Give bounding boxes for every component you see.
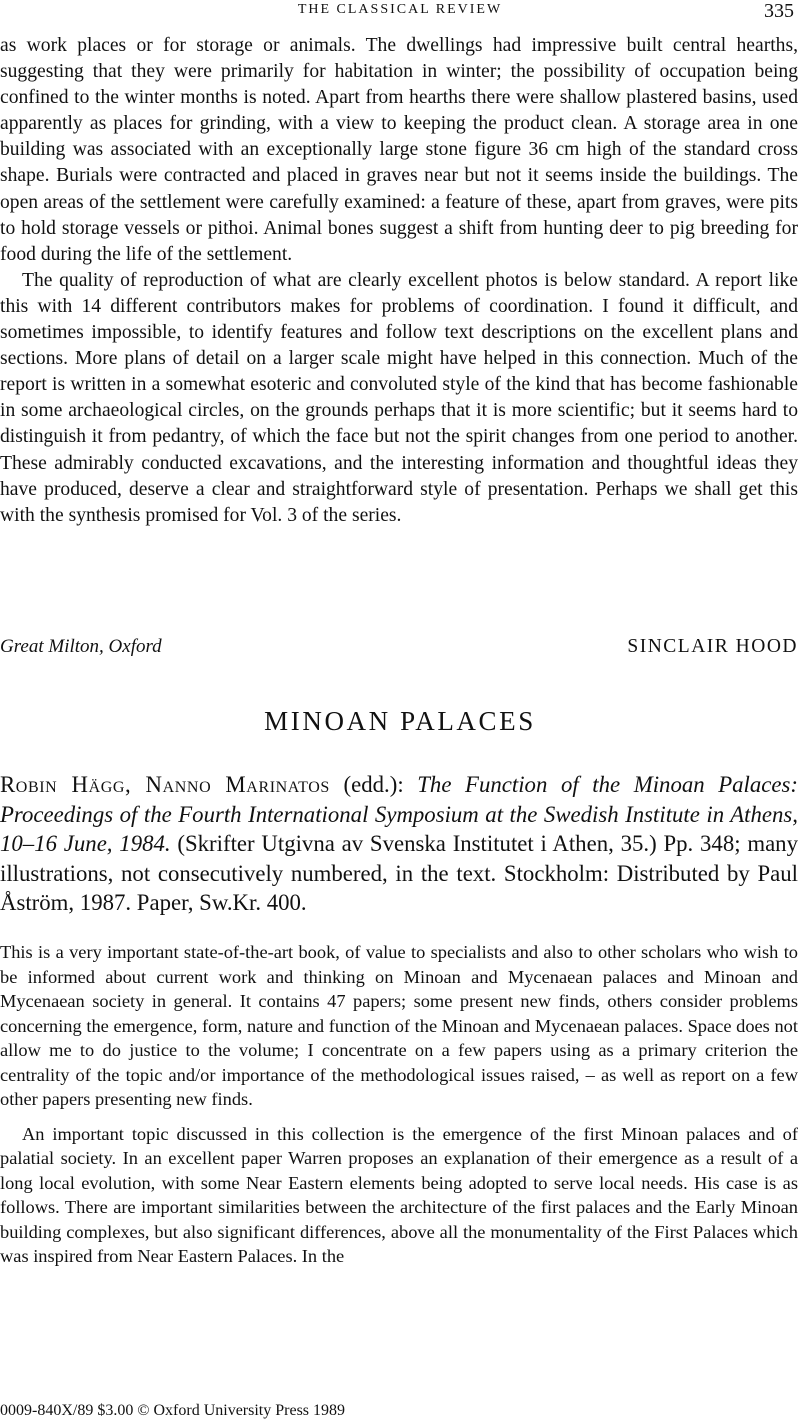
- review2-paragraph-1: This is a very important state-of-the-art book, of value to specialists and also to other scholars who wish to be informed about current work and thinking on Minoan and Mycenaean palaces and Minoan and Mycenaean society in general. It contains 47 papers; some present new finds, others consider problems concerning the emergence, form, nature and function of the Minoan and Mycenaean palaces. Space does not allow me to do justice to the volume; I concentrate on a few papers using as a primary criterion the centrality of the topic and/or importance of the methodological issues raised, – as well as report on a few other papers presenting new finds.: [0, 942, 798, 1109]
- citation-edd: (edd.):: [329, 772, 418, 797]
- section-heading: MINOAN PALACES: [264, 706, 536, 736]
- citation-editors: Robin Hägg, Nanno Marinatos: [0, 772, 330, 797]
- review2-paragraph-2: An important topic discussed in this collection is the emergence of the first Minoan palaces and of palatial society. In an excellent paper Warren proposes an explanation of their emergence as a result of a long local evolution, with some Near Eastern elements being adopted to serve local needs. His case is as follows. There are important similarities between the architecture of the first palaces and the Early Minoan building complexes, but also significant differences, above all the monumentality of the First Palaces which was inspired from Near Eastern Palaces. In the: [0, 1123, 798, 1266]
- reviewer-name: SINCLAIR HOOD: [627, 636, 798, 657]
- review1-paragraph-1: as work places or for storage or animals. The dwellings had impressive built central hearths, suggesting that they were primarily for habitation in winter; the possibility of occupation being confined to the winter months is noted. Apart from hearths there were shallow plastered basins, used apparently as places for grinding, with a view to keeping the product clean. A storage area in one building was associated with an exceptionally large stone figure 36 cm high of the standard cross shape. Burials were contracted and placed in graves near but not it seems inside the buildings. The open areas of the settlement were carefully examined: a feature of these, apart from graves, were pits to hold storage vessels or pithoi. Animal bones suggest a shift from hunting deer to pig breeding for food during the life of the settlement.: [0, 35, 798, 265]
- review-sinclair-hood-body: [0, 33, 798, 529]
- page-number: 335: [764, 0, 794, 22]
- copyright-footer: 0009-840X/89 $3.00 © Oxford University Press 1989: [0, 1402, 346, 1419]
- review1-paragraph-2: The quality of reproduction of what are clearly excellent photos is below standard. A report like this with 14 different contributors makes for problems of coordination. I found it difficult, and sometimes impossible, to identify features and follow text descriptions on the excellent plans and sections. More plans of detail on a larger scale might have helped in this connection. Much of the report is written in a somewhat esoteric and convoluted style of the kind that has become fashionable in some archaeological circles, on the grounds perhaps that it is more scientific; but it seems hard to distinguish it from pedantry, of which the face but not the spirit changes from one period to another. These admirably conducted excavations, and the interesting information and thoughtful ideas they have produced, deserve a clear and straightforward style of presentation. Perhaps we shall get this with the synthesis promised for Vol. 3 of the series.: [0, 269, 798, 526]
- book-citation: [0, 770, 798, 918]
- running-title: THE CLASSICAL REVIEW: [297, 2, 503, 17]
- review1-signoff: [0, 636, 798, 662]
- running-head: [0, 0, 800, 24]
- review-minoan-palaces-body: [0, 940, 798, 1269]
- citation-title: The Function of the Minoan Palaces: Proceedings of the Fourth International Symposium at the Swedish Institute in Athens, 10–16 June, 1984.: [0, 772, 798, 857]
- citation-details: (Skrifter Utgivna av Svenska Institutet i Athen, 35.) Pp. 348; many illustrations, not consecutively numbered, in the text. Stockholm: Distributed by Paul Åström, 1987. Paper, Sw.Kr. 400.: [0, 831, 798, 916]
- reviewer-location: Great Milton, Oxford: [0, 636, 162, 657]
